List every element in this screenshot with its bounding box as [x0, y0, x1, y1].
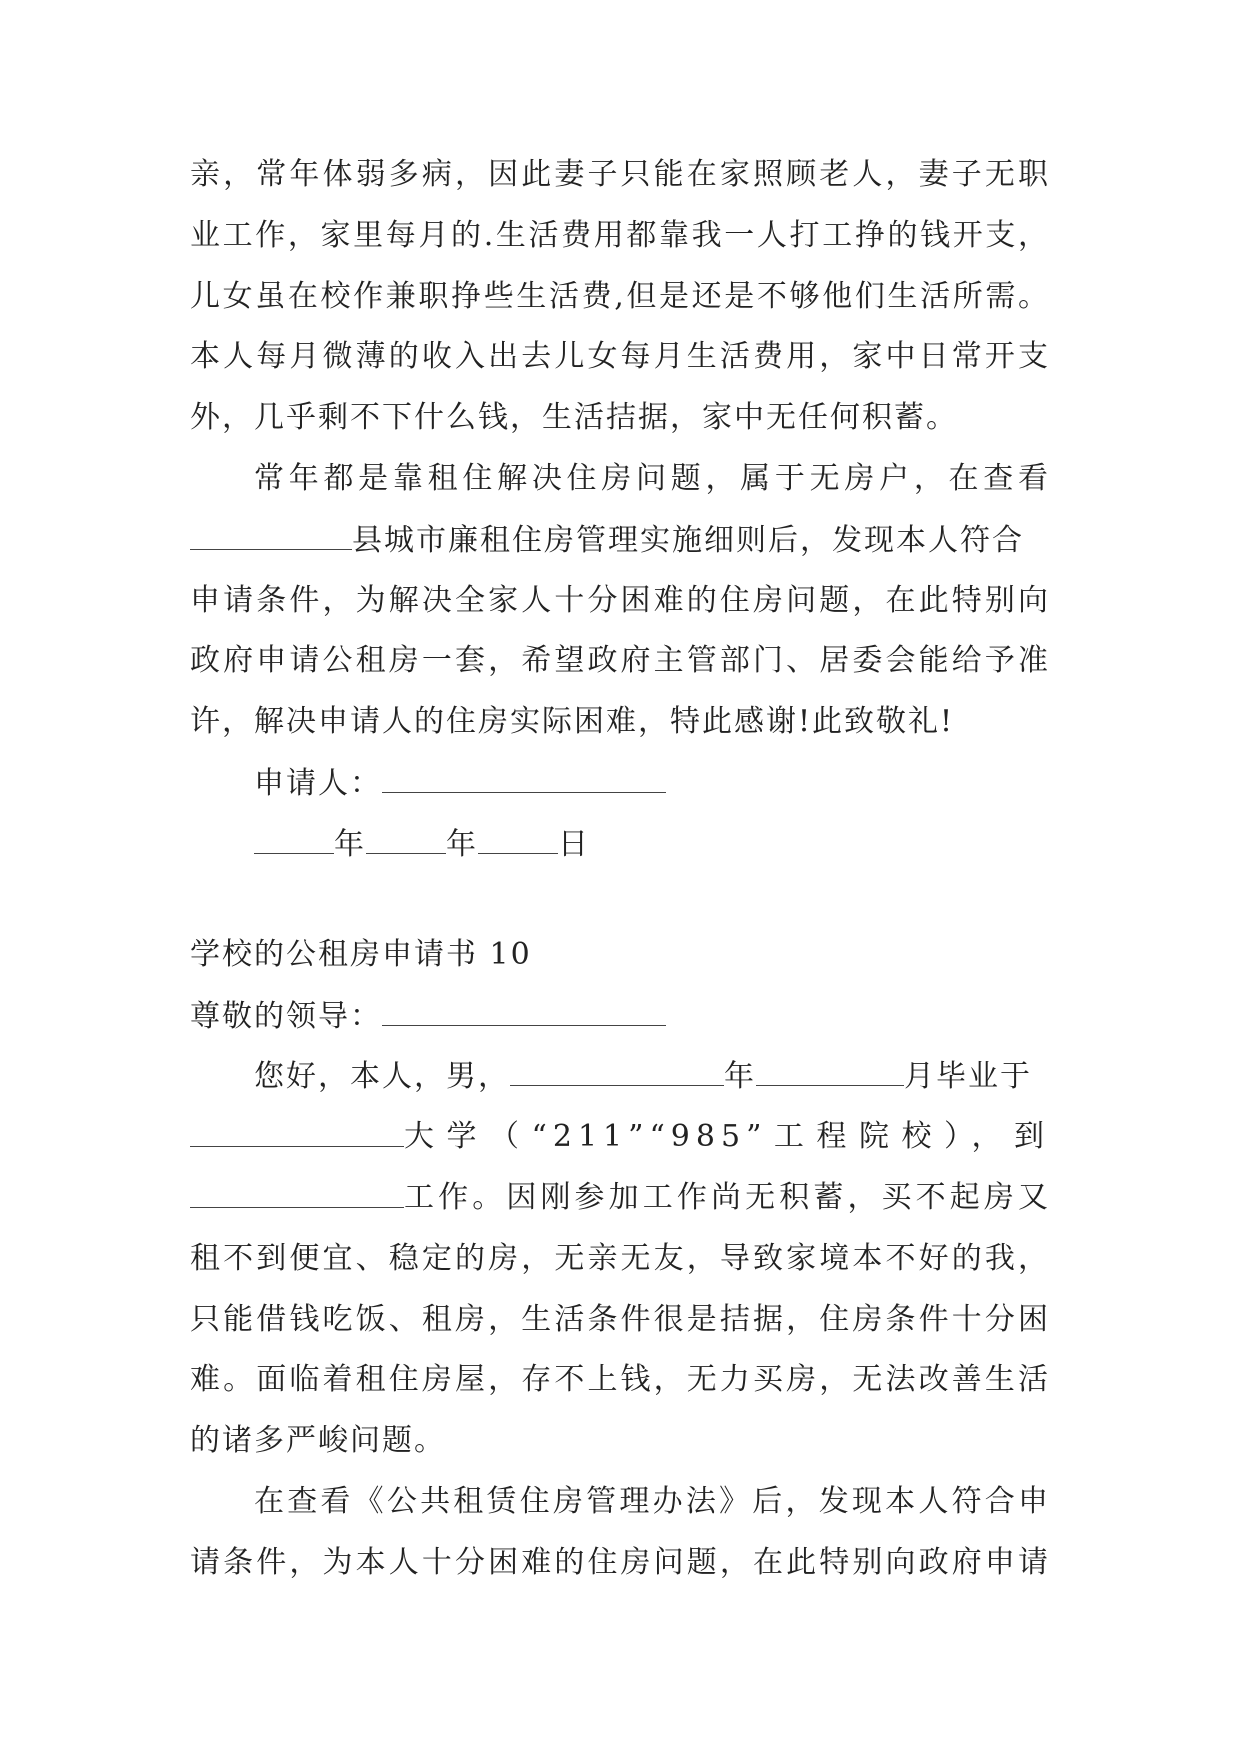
grad-month-blank[interactable] [756, 1061, 904, 1086]
leader-blank[interactable] [382, 1001, 666, 1026]
salutation-text: 尊敬的领导： [190, 998, 382, 1034]
applicant-line [190, 765, 1050, 801]
day-label: 日 [558, 826, 590, 862]
university-blank[interactable] [190, 1122, 404, 1147]
paragraph-line: 只能借钱吃饭、租房，生活条件很是拮据，住房条件十分困 [190, 1301, 1050, 1337]
paragraph-line: 难。面临着租住房屋，存不上钱，无力买房，无法改善生活 [190, 1362, 1050, 1398]
paragraph-line: 外，几乎剩不下什么钱，生活拮据，家中无任何积蓄。 [190, 400, 958, 436]
paragraph-line: 政府申请公租房一套，希望政府主管部门、居委会能给予准 [190, 643, 1050, 679]
year-label: 年 [334, 826, 366, 862]
paragraph-line-with-blank [190, 522, 1050, 558]
paragraph-line: 亲，常年体弱多病，因此妻子只能在家照顾老人，妻子无职 [190, 157, 1050, 192]
day-blank[interactable] [478, 829, 558, 854]
greeting-line [190, 1059, 1050, 1095]
month-label: 年 [446, 826, 478, 862]
paragraph-line: 请条件，为本人十分困难的住房问题，在此特别向政府申请 [190, 1544, 1050, 1580]
section-title: 学校的公租房申请书 10 [190, 936, 532, 972]
paragraph-line: 本人每月微薄的收入出去儿女每月生活费用，家中日常开支 [190, 339, 1050, 375]
paragraph-line: 业工作，家里每月的.生活费用都靠我一人打工挣的钱开支， [190, 217, 1050, 253]
university-text: 大学（“211”“985”工程院校），到 [404, 1119, 1050, 1155]
grad-year-blank[interactable] [510, 1061, 724, 1086]
paragraph-line: 租不到便宜、稳定的房，无亲无友，导致家境本不好的我， [190, 1240, 1050, 1276]
year-text: 年 [724, 1059, 756, 1095]
salutation-line [190, 998, 1050, 1034]
paragraph-line: 在查看《公共租赁住房管理办法》后，发现本人符合申 [254, 1483, 1050, 1519]
paragraph-line: 许，解决申请人的住房实际困难，特此感谢!此致敬礼! [190, 704, 955, 740]
paragraph-line: 的诸多严峻问题。 [190, 1423, 446, 1459]
document-body [190, 157, 1050, 1609]
applicant-blank[interactable] [382, 768, 666, 793]
workplace-blank[interactable] [190, 1183, 404, 1208]
month-blank[interactable] [366, 829, 446, 854]
county-blank[interactable] [190, 525, 352, 550]
paragraph-line: 常年都是靠租住解决住房问题，属于无房户，在查看 [254, 460, 1050, 496]
date-line [190, 826, 1050, 862]
work-text: 工作。因刚参加工作尚无积蓄，买不起房又 [404, 1179, 1050, 1215]
paragraph-line: 儿女虽在校作兼职挣些生活费,但是还是不够他们生活所需。 [190, 278, 1050, 314]
year-blank[interactable] [254, 829, 334, 854]
paragraph-line: 申请条件，为解决全家人十分困难的住房问题，在此特别向 [190, 582, 1050, 618]
graduated-text: 月毕业于 [904, 1059, 1032, 1095]
applicant-label: 申请人： [254, 765, 382, 801]
university-line [190, 1119, 1050, 1155]
greeting-text: 您好，本人，男， [254, 1059, 510, 1095]
paragraph-text: 县城市廉租住房管理实施细则后，发现本人符合 [352, 522, 1024, 558]
work-line [190, 1179, 1050, 1215]
